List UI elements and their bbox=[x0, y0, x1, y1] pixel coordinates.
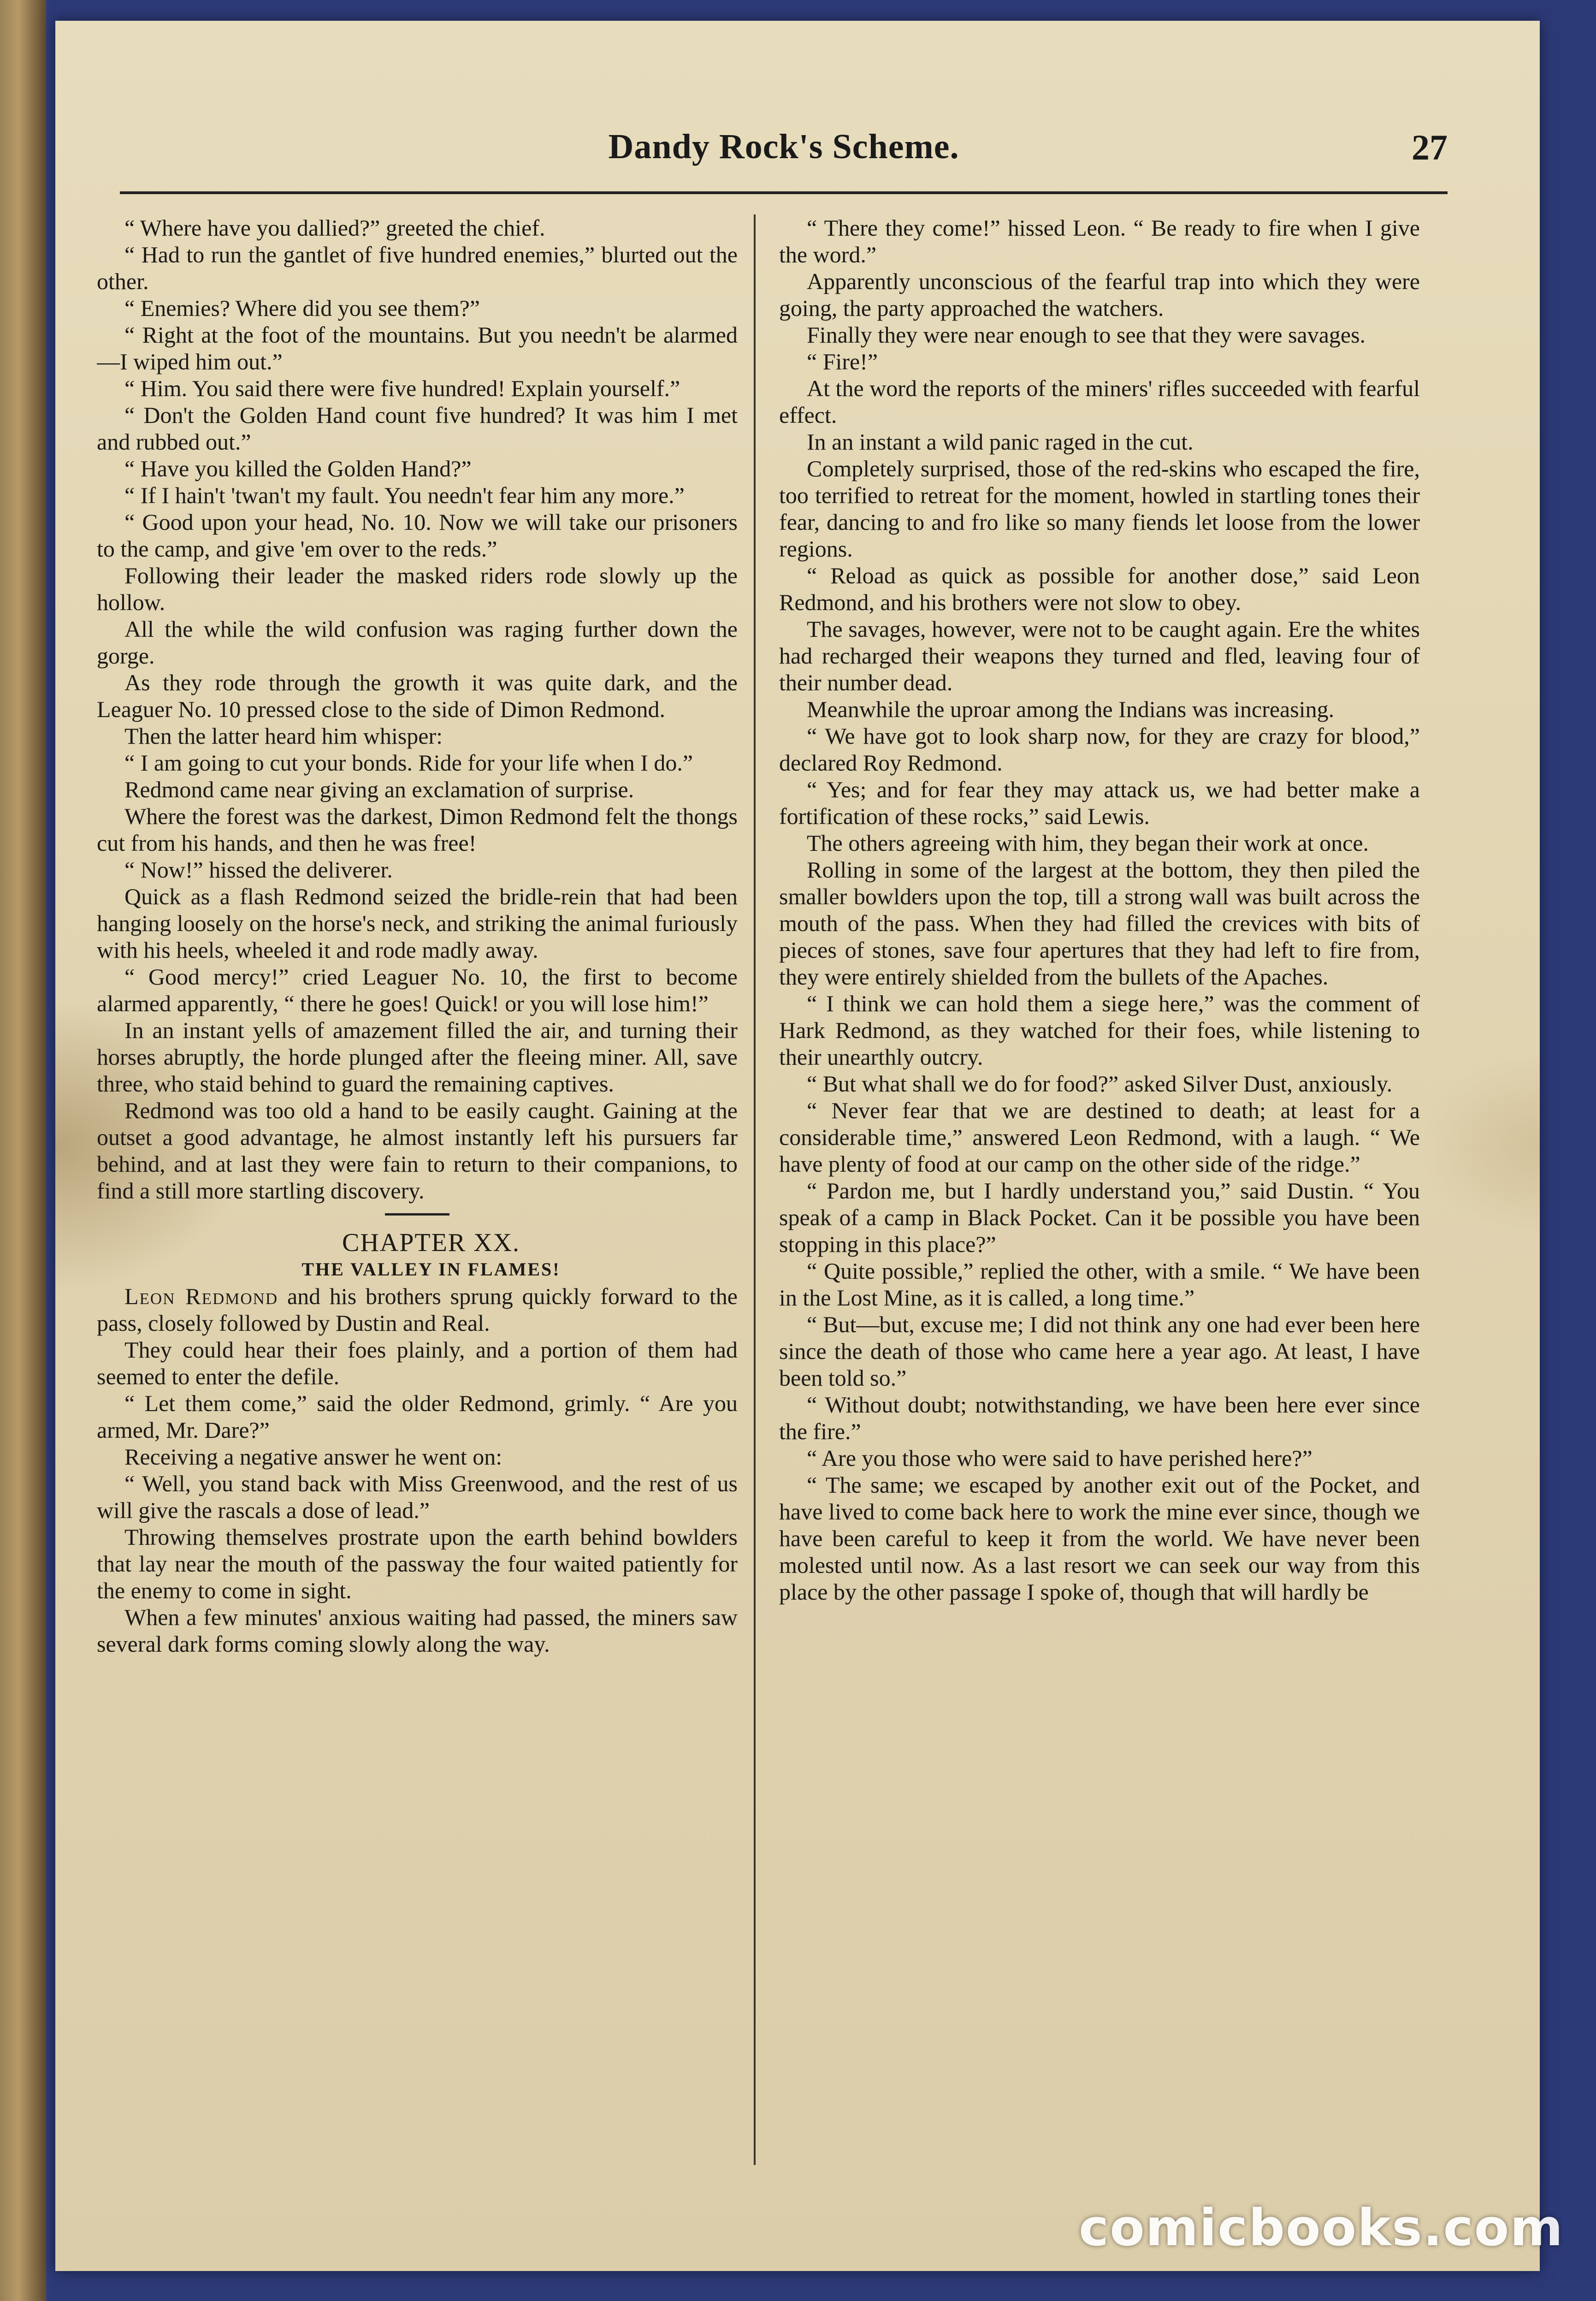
chapter-opening-text: and his brothers sprung quickly forward to the pass, closely followed by Dustin and Real. bbox=[97, 1283, 738, 1336]
paragraph: “ Have you killed the Golden Hand?” bbox=[124, 456, 472, 481]
paragraph: “ Fire!” bbox=[807, 349, 878, 374]
site-watermark: comicbooks.com bbox=[1079, 2198, 1564, 2257]
paragraph: “ Quite possible,” replied the other, with a smile. “ We have been in the Lost Mine, as it is called, a long time.” bbox=[779, 1258, 1420, 1311]
paragraph: When a few minutes' anxious waiting had passed, the miners saw several dark forms coming slowly along the way. bbox=[97, 1604, 738, 1657]
paragraph: “ Well, you stand back with Miss Greenwood, and the rest of us will give the rascals a dose of lead.” bbox=[97, 1471, 738, 1523]
paragraph: Following their leader the masked riders rode slowly up the hollow. bbox=[97, 563, 738, 615]
paragraph: “ Pardon me, but I hardly understand you,” said Dustin. “ You speak of a camp in Black Pocket. Can it be possible you have been stopping in this place?” bbox=[779, 1178, 1420, 1257]
paragraph: Redmond was too old a hand to be easily caught. Gaining at the outset a good advantage, he almost instantly left his pursuers far behind, and at last they were fain to return to their companions, to find a still more startling discovery. bbox=[97, 1097, 738, 1204]
left-column bbox=[97, 214, 738, 2197]
paragraph: “ Never fear that we are destined to death; at least for a considerable time,” answered Leon Redmond, with a laugh. “ We have plenty of food at our camp on the other side of the ridge.” bbox=[779, 1097, 1420, 1177]
paragraph: “ Yes; and for fear they may attack us, we had better make a fortification of these rocks,” said Lewis. bbox=[779, 777, 1420, 829]
paragraph: All the while the wild confusion was raging further down the gorge. bbox=[97, 616, 738, 669]
chapter-opening-paragraph bbox=[97, 1283, 738, 1336]
paragraph: “ Are you those who were said to have perished here?” bbox=[807, 1445, 1312, 1471]
paragraph: Redmond came near giving an exclamation of surprise. bbox=[124, 777, 634, 802]
paragraph: “ If I hain't 'twan't my fault. You needn't fear him any more.” bbox=[124, 482, 685, 508]
paragraph: “ Enemies? Where did you see them?” bbox=[124, 295, 480, 321]
chapter-subtitle: THE VALLEY IN FLAMES! bbox=[301, 1259, 561, 1280]
column-divider-rule bbox=[754, 214, 756, 2165]
paragraph: Receiving a negative answer he went on: bbox=[124, 1444, 502, 1470]
paragraph: They could hear their foes plainly, and a portion of them had seemed to enter the defile. bbox=[97, 1337, 738, 1389]
paragraph: “ But—but, excuse me; I did not think any one had ever been here since the death of those who came here a year ago. At least, I have been told so.” bbox=[779, 1311, 1420, 1391]
chapter-divider bbox=[385, 1213, 449, 1216]
paragraph: “ Don't the Golden Hand count five hundred? It was him I met and rubbed out.” bbox=[97, 402, 738, 455]
chapter-heading: CHAPTER XX. bbox=[342, 1228, 520, 1257]
paragraph: Quick as a flash Redmond seized the bridle-rein that had been hanging loosely on the horse's neck, and striking the animal furiously with his heels, wheeled it and rode madly away. bbox=[97, 884, 738, 963]
book-page bbox=[55, 21, 1540, 2271]
paragraph: Finally they were near enough to see that they were savages. bbox=[807, 322, 1366, 348]
paragraph: Where the forest was the darkest, Dimon Redmond felt the thongs cut from his hands, and then he was free! bbox=[97, 803, 738, 856]
paragraph: “ But what shall we do for food?” asked Silver Dust, anxiously. bbox=[807, 1071, 1393, 1097]
paragraph: “ I think we can hold them a siege here,” was the comment of Hark Redmond, as they watched for their foes, while listening to their unearthly outcry. bbox=[779, 990, 1420, 1070]
paragraph: “ Now!” hissed the deliverer. bbox=[124, 857, 393, 883]
paragraph: Meanwhile the uproar among the Indians was increasing. bbox=[807, 696, 1335, 722]
paragraph: Completely surprised, those of the red-skins who escaped the fire, too terrified to retreat for the moment, howled in startling tones their fear, dancing to and fro like so many fiends let loose from the lower regions. bbox=[779, 456, 1420, 562]
paragraph: The others agreeing with him, they began their work at once. bbox=[807, 830, 1369, 856]
paragraph: “ Good upon your head, No. 10. Now we will take our prisoners to the camp, and give 'em over to the reds.” bbox=[97, 509, 738, 562]
paragraph: In an instant yells of amazement filled the air, and turning their horses abruptly, the horde plunged after the fleeing miner. All, save three, who staid behind to guard the remaining captives. bbox=[97, 1017, 738, 1097]
paragraph: The savages, however, were not to be caught again. Ere the whites had recharged their weapons they turned and fled, leaving four of their number dead. bbox=[779, 616, 1420, 695]
paragraph: “ I am going to cut your bonds. Ride for your life when I do.” bbox=[124, 750, 693, 776]
paragraph: Throwing themselves prostrate upon the earth behind bowlders that lay near the mouth of the passway the four waited patiently for the enemy to come in sight. bbox=[97, 1524, 738, 1603]
paragraph: Then the latter heard him whisper: bbox=[124, 723, 443, 749]
chapter-lead-words: Leon Redmond bbox=[124, 1283, 278, 1309]
paragraph: As they rode through the growth it was quite dark, and the Leaguer No. 10 pressed close to the side of Dimon Redmond. bbox=[97, 670, 738, 722]
paragraph: “ There they come!” hissed Leon. “ Be ready to fire when I give the word.” bbox=[779, 215, 1420, 267]
paragraph: “ Where have you dallied?” greeted the chief. bbox=[124, 215, 545, 241]
paragraph: Apparently unconscious of the fearful trap into which they were going, the party approached the watchers. bbox=[779, 268, 1420, 321]
paragraph: Rolling in some of the largest at the bottom, they then piled the smaller bowlders upon the top, till a strong wall was built across the mouth of the pass. When they had filled the crevices with bits of pieces of stones, save four apertures that they had left to fire from, they were entirely shielded from the bullets of the Apaches. bbox=[779, 857, 1420, 990]
paragraph: “ The same; we escaped by another exit out of the Pocket, and have lived to come back here to work the mine ever since, though we have been careful to keep it from the world. We have never been molested until now. As a last resort we can seek our way from this place by the other passage I spoke of, though that will hardly be bbox=[779, 1472, 1420, 1605]
page-number: 27 bbox=[1412, 127, 1448, 167]
paragraph: At the word the reports of the miners' rifles succeeded with fearful effect. bbox=[779, 375, 1420, 428]
right-column bbox=[779, 214, 1420, 2197]
paragraph: “ Right at the foot of the mountains. But you needn't be alarmed—I wiped him out.” bbox=[97, 322, 738, 374]
paragraph: “ Without doubt; notwithstanding, we have been here ever since the fire.” bbox=[779, 1392, 1420, 1444]
paragraph: “ Good mercy!” cried Leaguer No. 10, the first to become alarmed apparently, “ there he goes! Quick! or you will lose him!” bbox=[97, 964, 738, 1016]
paragraph: “ Let them come,” said the older Redmond, grimly. “ Are you armed, Mr. Dare?” bbox=[97, 1390, 738, 1443]
paragraph: “ We have got to look sharp now, for they are crazy for blood,” declared Roy Redmond. bbox=[779, 723, 1420, 776]
running-header bbox=[120, 127, 1448, 194]
binding-edge bbox=[0, 0, 46, 2301]
paragraph: “ Reload as quick as possible for another dose,” said Leon Redmond, and his brothers were not slow to obey. bbox=[779, 563, 1420, 615]
paragraph: In an instant a wild panic raged in the cut. bbox=[807, 429, 1194, 455]
running-title: Dandy Rock's Scheme. bbox=[608, 127, 959, 166]
paragraph: “ Him. You said there were five hundred! Explain yourself.” bbox=[124, 375, 680, 401]
paragraph: “ Had to run the gantlet of five hundred enemies,” blurted out the other. bbox=[97, 242, 738, 294]
